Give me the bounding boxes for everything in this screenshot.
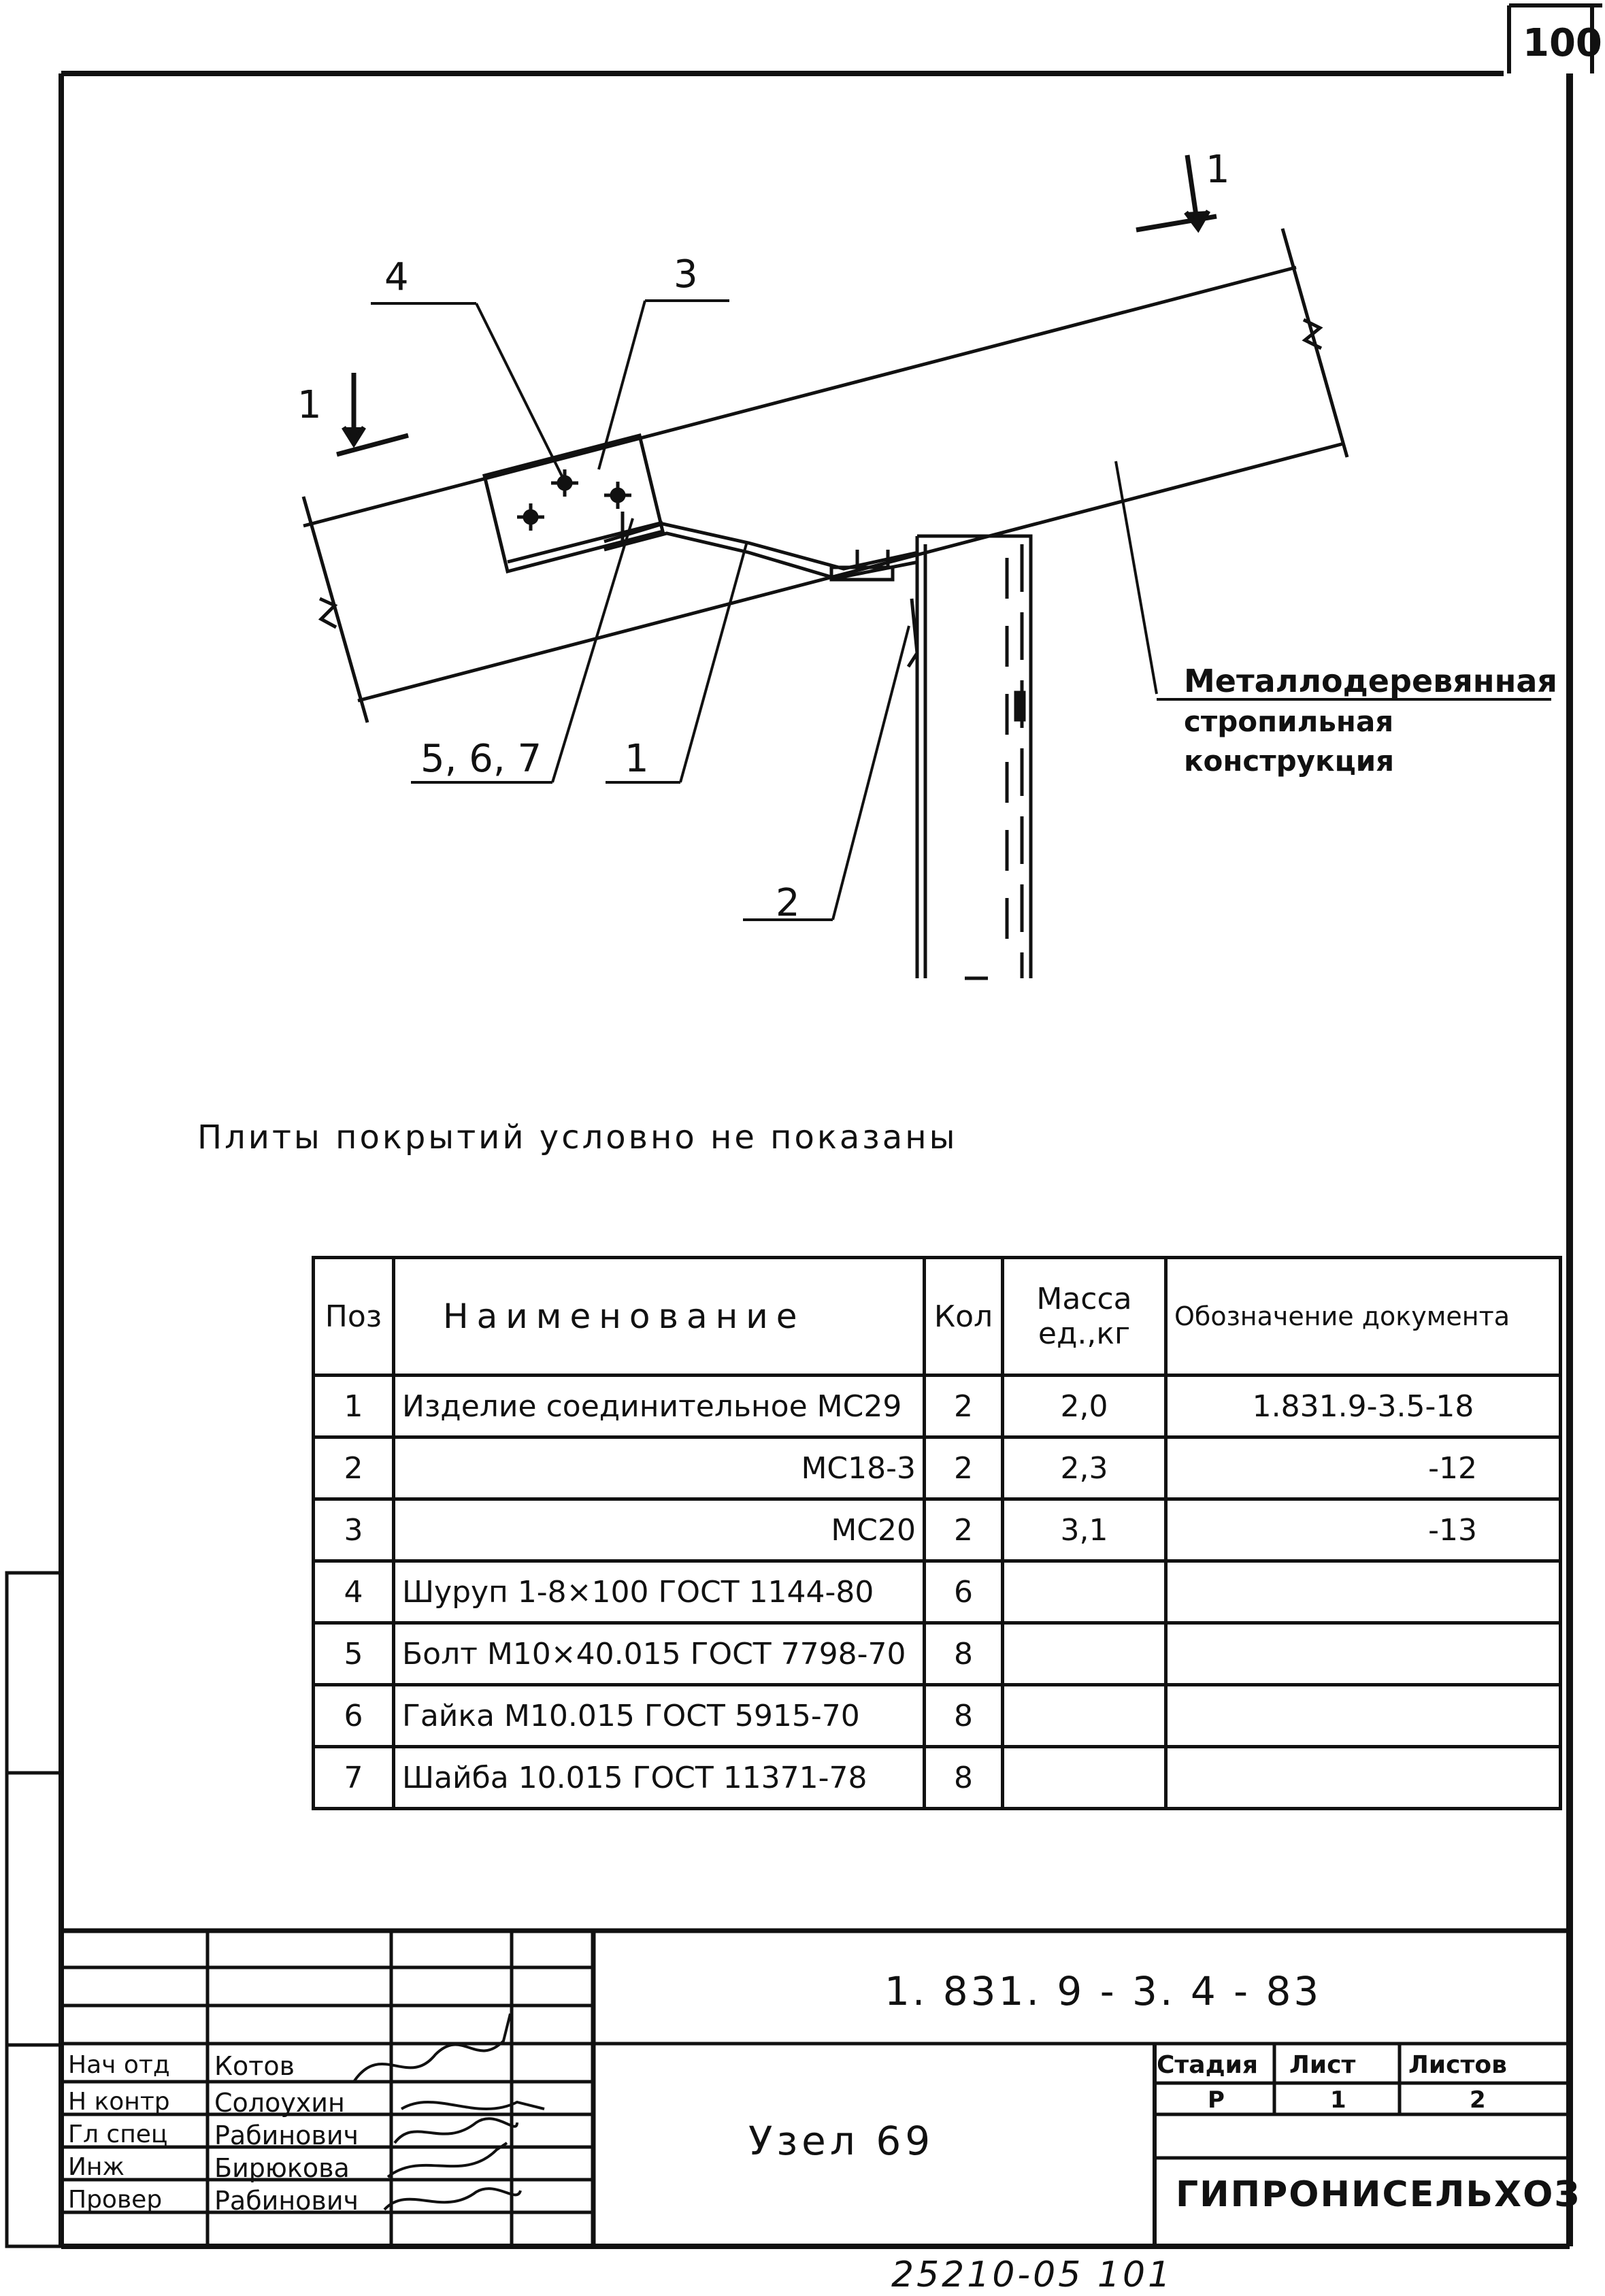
callout-4: 4 xyxy=(384,255,409,299)
structure-label-line1: Металлодеревянная xyxy=(1184,663,1557,699)
row-qty: 6 xyxy=(925,1561,1003,1623)
row-name: Шайба 10.015 ГОСТ 11371-78 xyxy=(394,1747,925,1809)
callout-5-6-7: 5, 6, 7 xyxy=(420,737,542,781)
row-qty: 2 xyxy=(925,1437,1003,1499)
row-name: Изделие соединительное МС29 xyxy=(394,1376,925,1437)
stage-value: Р xyxy=(1208,2086,1225,2114)
organization-name: ГИПРОНИСЕЛЬХОЗ xyxy=(1176,2174,1581,2215)
section-mark-right: 1 xyxy=(1206,148,1230,192)
section-mark-left: 1 xyxy=(297,383,322,427)
signature-rabinovich-1 xyxy=(395,2118,517,2143)
sheets-label: Листов xyxy=(1408,2051,1507,2079)
role-label: Инж xyxy=(68,2153,125,2181)
role-name: Котов xyxy=(214,2051,295,2081)
row-pos: 3 xyxy=(314,1499,394,1561)
signature-solouhin xyxy=(401,2102,544,2109)
row-designation: -12 xyxy=(1166,1437,1561,1499)
row-pos: 6 xyxy=(314,1685,394,1747)
document-code: 1. 831. 9 - 3. 4 - 83 xyxy=(884,1968,1322,2014)
role-label: Н контр xyxy=(68,2088,170,2116)
row-pos: 1 xyxy=(314,1376,394,1437)
row-mass: 3,1 xyxy=(1003,1499,1166,1561)
role-name: Рабинович xyxy=(214,2186,359,2216)
note-text: Плиты покрытий условно не показаны xyxy=(197,1118,958,1157)
row-qty: 2 xyxy=(925,1376,1003,1437)
callout-1: 1 xyxy=(625,737,649,781)
row-pos: 2 xyxy=(314,1437,394,1499)
callout-3: 3 xyxy=(674,252,698,297)
row-name: МС20 xyxy=(394,1499,925,1561)
archive-number: 25210-05 101 xyxy=(891,2255,1174,2295)
node-title: Узел 69 xyxy=(748,2118,935,2164)
row-mass: 2,3 xyxy=(1003,1437,1166,1499)
row-mass: 2,0 xyxy=(1003,1376,1166,1437)
role-label: Гл спец xyxy=(68,2120,168,2148)
header-pos: Поз xyxy=(314,1258,394,1376)
row-pos: 4 xyxy=(314,1561,394,1623)
header-qty: Кол xyxy=(925,1258,1003,1376)
header-name: Наименование xyxy=(394,1258,925,1376)
header-designation: Обозначение документа xyxy=(1166,1258,1561,1376)
role-label: Нач отд xyxy=(68,2051,170,2079)
row-name: Гайка М10.015 ГОСТ 5915-70 xyxy=(394,1685,925,1747)
row-name: МС18-3 xyxy=(394,1437,925,1499)
row-designation: 1.831.9-3.5-18 xyxy=(1166,1376,1561,1437)
row-name: Шуруп 1-8×100 ГОСТ 1144-80 xyxy=(394,1561,925,1623)
stage-label: Стадия xyxy=(1157,2051,1258,2079)
row-designation: -13 xyxy=(1166,1499,1561,1561)
row-qty: 8 xyxy=(925,1747,1003,1809)
row-name: Болт М10×40.015 ГОСТ 7798-70 xyxy=(394,1623,925,1685)
sheet-label: Лист xyxy=(1289,2051,1356,2079)
callout-2: 2 xyxy=(776,881,800,925)
sheet-number: 100 xyxy=(1523,21,1602,65)
sheet-value: 1 xyxy=(1330,2086,1346,2114)
role-name: Солоухин xyxy=(214,2088,345,2118)
sheets-value: 2 xyxy=(1470,2086,1486,2114)
row-pos: 5 xyxy=(314,1623,394,1685)
row-qty: 8 xyxy=(925,1623,1003,1685)
signature-kotov xyxy=(354,2014,510,2082)
row-qty: 2 xyxy=(925,1499,1003,1561)
structure-label-line2: стропильная xyxy=(1184,705,1394,738)
role-name: Бирюкова xyxy=(214,2153,350,2183)
header-mass: Масса ед.,кг xyxy=(1003,1258,1166,1376)
signature-rabinovich-2 xyxy=(384,2189,520,2210)
row-pos: 7 xyxy=(314,1747,394,1809)
role-label: Провер xyxy=(68,2186,163,2214)
structure-label-line3: конструкция xyxy=(1184,744,1395,778)
signature-biryukova xyxy=(388,2143,507,2177)
role-name: Рабинович xyxy=(214,2120,359,2150)
row-qty: 8 xyxy=(925,1685,1003,1747)
